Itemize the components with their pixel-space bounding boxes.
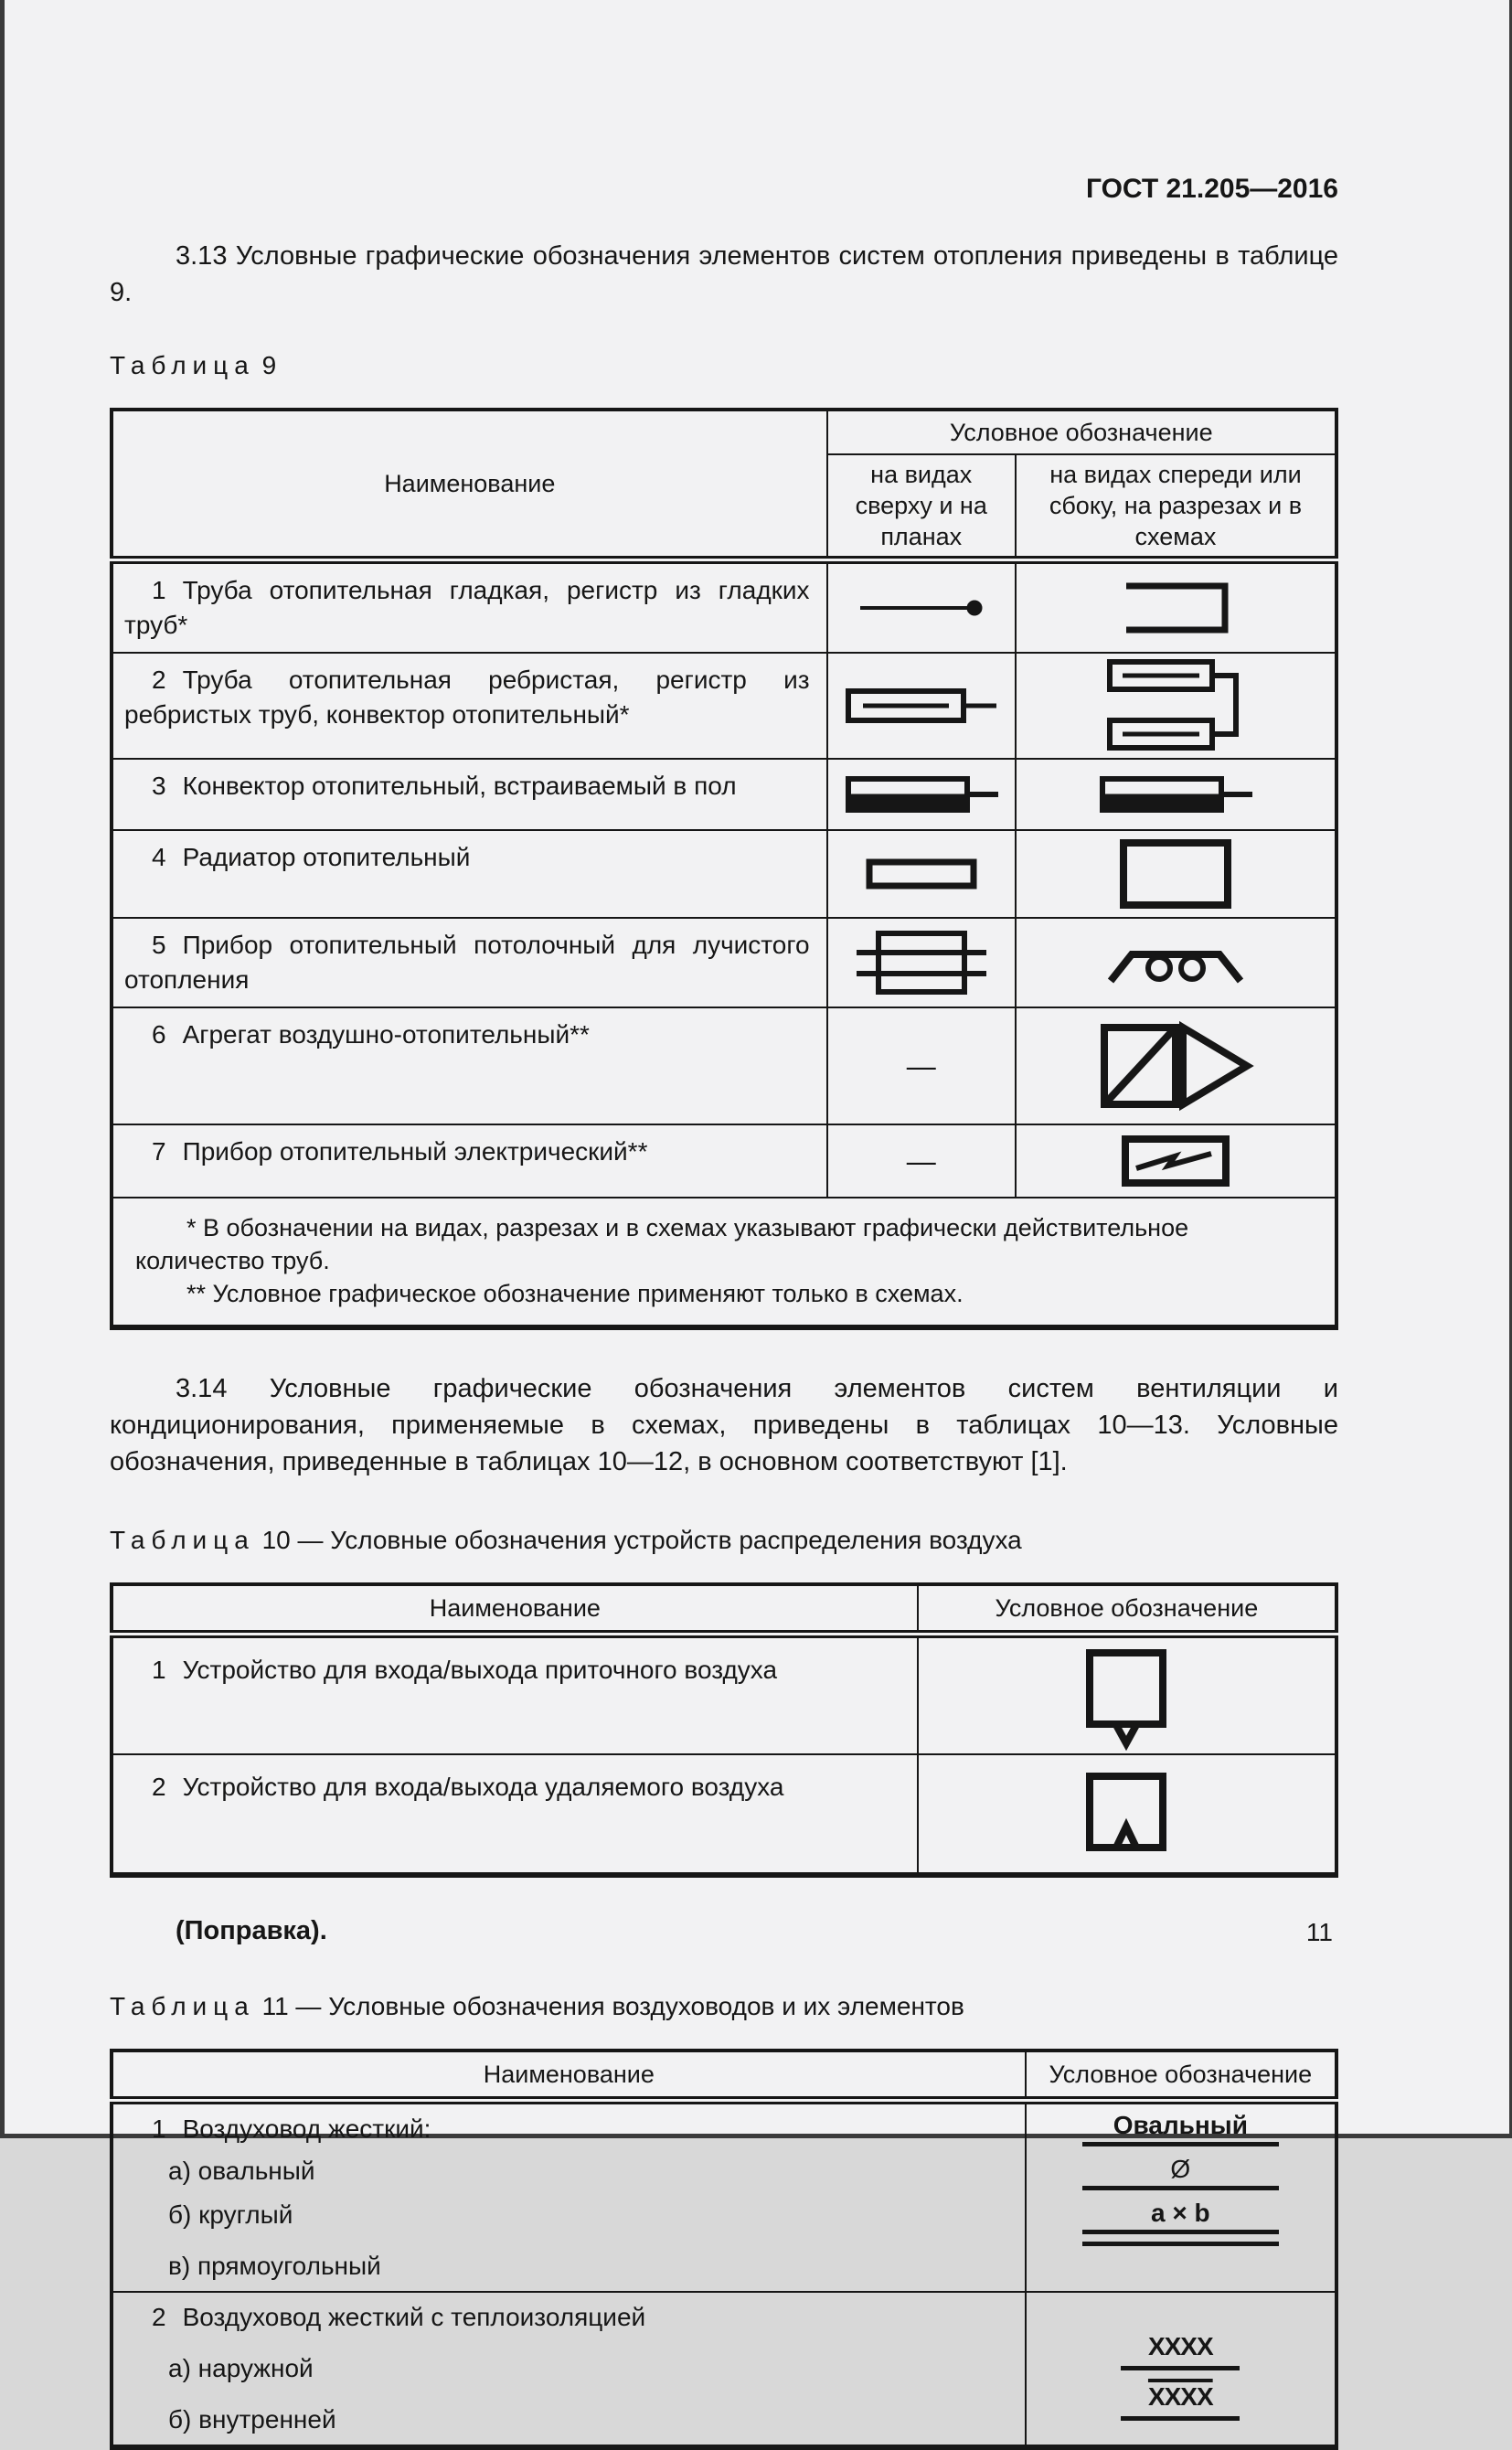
table11-caption-title: 11 — Условные обозначения воздуховодов и их элементов <box>261 1992 964 2020</box>
row-name <box>112 2292 1026 2447</box>
table-row <box>112 2101 1336 2293</box>
external-insulation-symbol <box>1082 2333 1279 2370</box>
round-duct-symbol-label: Ø <box>1170 2155 1191 2183</box>
square-with-up-arrow-icon <box>1073 1772 1179 1856</box>
paragraph-3-14: 3.14 Условные графические обозначения элементов систем вентиляции и кондиционирования, применяемые в схемах, приведены в таблицах 10—13. Условные обозначения, приведенные в таблицах 10—12, в основном соответствуют [1]. <box>110 1374 1338 1476</box>
table11-caption <box>110 1992 1338 2021</box>
table9-col-header-plan: на видах сверху и на планах <box>827 454 1016 560</box>
table-row <box>112 918 1336 1007</box>
internal-insulation-xxxx-label: XXXX <box>1147 2382 1213 2411</box>
symbol-plan-cell <box>827 560 1016 654</box>
square-with-down-arrow-icon <box>1073 1648 1179 1743</box>
table10-col-header-name: Наименование <box>112 1584 918 1635</box>
insulation-internal-label: б) внутренней <box>168 2405 336 2434</box>
symbol-cell <box>918 1754 1336 1875</box>
symbol-plan-cell <box>827 653 1016 759</box>
radiator-front-rectangle-icon <box>1120 839 1231 909</box>
ceiling-radiant-panel-front-icon <box>1106 939 1245 986</box>
internal-insulation-symbol <box>1082 2383 1279 2421</box>
duct-type-oval-label: а) овальный <box>168 2157 315 2185</box>
table10-caption-label: Таблица <box>110 1526 255 1554</box>
oval-duct-symbol <box>1082 2112 1279 2146</box>
page-number: 11 <box>1305 1918 1333 1946</box>
row-title: 2 Воздуховод жесткий с теплоизоляцией <box>152 2303 646 2331</box>
external-insulation-xxxx-label: XXXX <box>1147 2332 1213 2360</box>
duct-type-round-label: б) круглый <box>168 2200 293 2229</box>
footnote-1: * В обозначении на видах, разрезах и в схемах указывают графически действительное количество труб. <box>135 1214 1189 1274</box>
table11-caption-label: Таблица <box>110 1992 255 2020</box>
table-row <box>112 653 1336 759</box>
duct-type-rectangular-label: в) прямоугольный <box>168 2252 381 2280</box>
doc-number-header: ГОСТ 21.205—2016 <box>1085 174 1338 204</box>
table-row <box>112 759 1336 830</box>
table9-caption-label: Таблица <box>110 351 255 379</box>
symbol-front-cell <box>1016 653 1336 759</box>
row-name <box>112 2101 1026 2293</box>
symbol-front-cell <box>1016 759 1336 830</box>
table-row <box>112 1754 1336 1875</box>
symbol-front-cell <box>1016 830 1336 918</box>
table10-col-header-symbol: Условное обозначение <box>918 1584 1336 1635</box>
row-name: 2 Устройство для входа/выхода удаляемого воздуха <box>112 1754 918 1875</box>
duct-double-line-icon <box>1082 2230 1279 2246</box>
symbol-plan-cell: — <box>827 1007 1016 1124</box>
table9-footnotes <box>112 1198 1336 1327</box>
oval-duct-symbol-label: Овальный <box>1113 2111 1248 2139</box>
open-left-rectangle-icon <box>1113 581 1237 635</box>
symbol-cell <box>1026 2292 1336 2447</box>
table-row <box>112 2292 1336 2447</box>
table9-caption-number: 9 <box>261 351 277 379</box>
footnote-2: ** Условное графическое обозначение применяют только в схемах. <box>186 1280 964 1307</box>
table9-caption <box>110 351 1338 380</box>
duct-line-icon <box>1082 2142 1279 2146</box>
table-10 <box>110 1582 1338 1878</box>
table11-col-header-name: Наименование <box>112 2051 1026 2101</box>
floor-convector-half-filled-icon <box>843 774 1000 815</box>
table-row <box>112 1007 1336 1124</box>
row-name: 3 Конвектор отопительный, встраиваемый в пол <box>112 759 827 830</box>
table-11 <box>110 2049 1338 2450</box>
table9-col-header-front: на видах спереди или сбоку, на разрезах и в схемах <box>1016 454 1336 560</box>
symbol-front-cell <box>1016 1007 1336 1124</box>
row-title: 1 Воздуховод жесткий: <box>152 2114 431 2143</box>
round-duct-symbol <box>1082 2156 1279 2190</box>
table9-header-row <box>112 410 1336 454</box>
table11-header-row <box>112 2051 1336 2101</box>
radiator-plan-rectangle-icon <box>866 858 977 890</box>
two-finned-registers-connected-icon <box>1097 656 1254 755</box>
smooth-pipe-line-with-dot-icon <box>853 591 990 624</box>
rectangular-duct-symbol <box>1082 2200 1279 2246</box>
ceiling-radiant-panel-plan-icon <box>857 929 986 996</box>
row-name: 5 Прибор отопительный потолочный для лучистого отопления <box>112 918 827 1007</box>
symbol-plan-cell <box>827 830 1016 918</box>
table10-caption-title: 10 — Условные обозначения устройств распределения воздуха <box>261 1526 1022 1554</box>
row-name: 7 Прибор отопительный электрический** <box>112 1124 827 1198</box>
duct-line-icon <box>1121 2416 1240 2421</box>
duct-line-icon <box>1121 2366 1240 2370</box>
table-row <box>112 1635 1336 1755</box>
table-row <box>112 560 1336 654</box>
paragraph-3-13: 3.13 Условные графические обозначения элементов систем отопления приведены в таблице 9. <box>110 241 1338 307</box>
electric-heater-rect-zigzag-icon <box>1122 1135 1230 1187</box>
symbol-cell <box>1026 2101 1336 2293</box>
floor-convector-half-filled-icon <box>1097 774 1254 815</box>
table9-col-header-symbol: Условное обозначение <box>827 410 1336 454</box>
row-name: 4 Радиатор отопительный <box>112 830 827 918</box>
table-row <box>112 1124 1336 1198</box>
table10-caption <box>110 1526 1338 1555</box>
air-heating-unit-square-diagonal-triangle-icon <box>1097 1021 1254 1111</box>
symbol-plan-cell <box>827 918 1016 1007</box>
symbol-plan-cell <box>827 759 1016 830</box>
row-name: 1 Труба отопительная гладкая, регистр из гладких труб* <box>112 560 827 654</box>
symbol-plan-cell: — <box>827 1124 1016 1198</box>
table9-col-header-name: Наименование <box>112 410 827 560</box>
row-name: 1 Устройство для входа/выхода приточного воздуха <box>112 1635 918 1755</box>
table9-footnote-row <box>112 1198 1336 1327</box>
insulation-external-label: а) наружной <box>168 2354 314 2382</box>
row-name: 6 Агрегат воздушно-отопительный** <box>112 1007 827 1124</box>
rectangular-duct-symbol-label: a × b <box>1151 2199 1210 2227</box>
duct-line-icon <box>1082 2186 1279 2190</box>
table-row <box>112 830 1336 918</box>
symbol-front-cell <box>1016 560 1336 654</box>
symbol-front-cell <box>1016 918 1336 1007</box>
finned-pipe-register-icon <box>843 685 1000 727</box>
symbol-front-cell <box>1016 1124 1336 1198</box>
symbol-cell <box>918 1635 1336 1755</box>
table10-header-row <box>112 1584 1336 1635</box>
row-name: 2 Труба отопительная ребристая, регистр из ребристых труб, конвектор отопительный* <box>112 653 827 759</box>
table11-col-header-symbol: Условное обозначение <box>1026 2051 1336 2101</box>
table-9 <box>110 408 1338 1330</box>
amendment-note: (Поправка). <box>176 1916 327 1945</box>
